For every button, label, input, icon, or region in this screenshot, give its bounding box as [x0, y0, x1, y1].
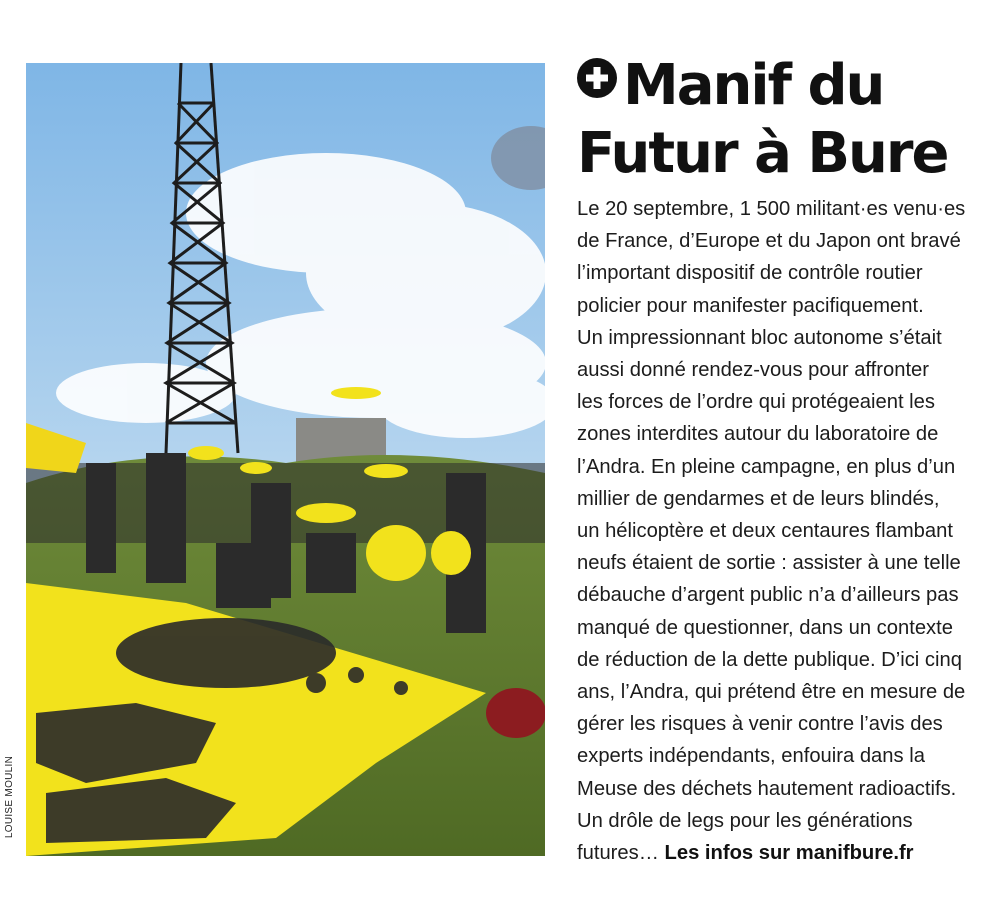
body-line: policier pour manifester pacifiquement.: [577, 294, 924, 317]
body-line: un hélicoptère et deux centaures flambant: [577, 520, 953, 543]
body-line: l’Andra. En pleine campagne, en plus d’un: [577, 455, 956, 478]
body-line: l’important dispositif de contrôle routier: [577, 262, 923, 285]
protest-photo: [26, 63, 545, 856]
body-line: manqué de questionner, dans un contexte: [577, 616, 953, 639]
body-last-line: [577, 837, 997, 869]
body-line: aussi donné rendez-vous pour affronter: [577, 359, 930, 382]
body-line: experts indépendants, enfouira dans la: [577, 745, 925, 768]
body-line: de réduction de la dette publique. D’ici cinq: [577, 648, 962, 671]
body-line: millier de gendarmes et de leurs blindés,: [577, 487, 940, 510]
body-line: Un impressionnant bloc autonome s’était: [577, 326, 942, 349]
body-line: ans, l’Andra, qui prétend être en mesure de: [577, 681, 966, 704]
body-line: débauche d’argent public n’a d’ailleurs pas: [577, 584, 959, 607]
body-line: Meuse des déchets hautement radioactifs.: [577, 777, 957, 800]
last-line-text: futures…: [577, 842, 665, 865]
article-title: [577, 52, 997, 188]
body-line: les forces de l’ordre qui protégeaient les: [577, 391, 935, 414]
article-body: [577, 193, 997, 869]
body-line: neufs étaient de sortie : assister à une telle: [577, 552, 961, 575]
body-line: de France, d’Europe et du Japon ont bravé: [577, 230, 961, 253]
title-line-1: Manif du: [577, 52, 997, 120]
body-line: zones interdites autour du laboratoire de: [577, 423, 939, 446]
plus-circle-icon: [577, 58, 617, 98]
photo-credit: LOUISE MOULIN: [4, 755, 15, 839]
body-line: Le 20 septembre, 1 500 militant·es venu·es: [577, 198, 966, 220]
body-line: gérer les risques à venir contre l’avis des: [577, 713, 943, 736]
website-link[interactable]: Les infos sur manifbure.fr: [664, 842, 914, 865]
title-line-2: Futur à Bure: [577, 121, 948, 186]
body-line: Un drôle de legs pour les générations: [577, 809, 913, 832]
